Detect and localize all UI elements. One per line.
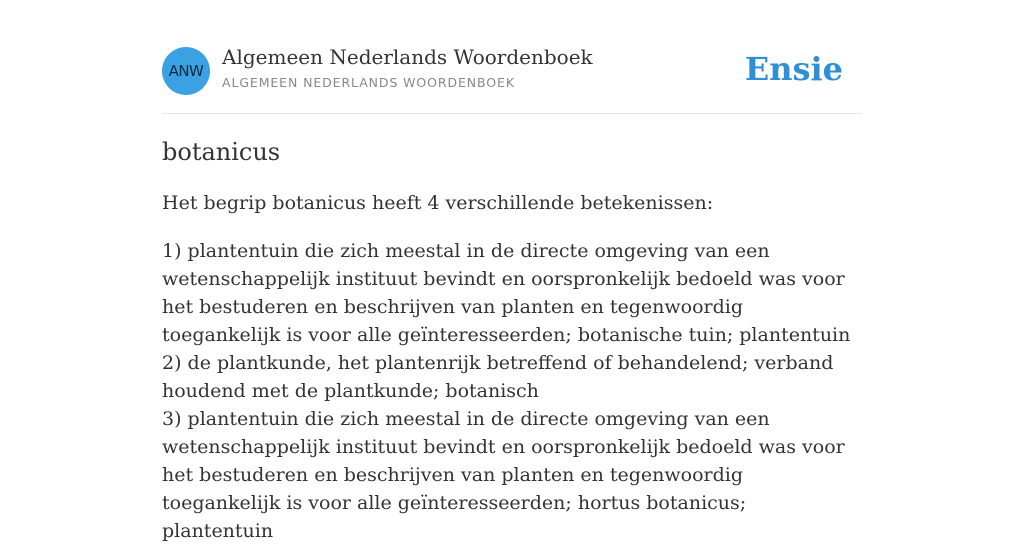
- entry-intro: Het begrip botanicus heeft 4 verschillende betekenissen:: [162, 192, 714, 214]
- definition-item: 1) plantentuin die zich meestal in de directe omgeving van een wetenschappelijk instituut bevindt en oorspronkelijk bedoeld was voor het bestuderen en beschrijven van planten en tegenwoordig toegankelijk is voor alle geïnteresseerden; botanische tuin; plantentuin: [162, 240, 851, 346]
- source-logo[interactable]: [162, 47, 210, 95]
- definition-item: 2) de plantkunde, het plantenrijk betreffend of behandelend; verband houdend met de plantkunde; botanisch: [162, 352, 834, 402]
- source-subtitle: ALGEMEEN NEDERLANDS WOORDENBOEK: [222, 75, 515, 90]
- source-header: [162, 0, 862, 114]
- entry-term: botanicus: [162, 138, 281, 166]
- definition-item: 3) plantentuin die zich meestal in de directe omgeving van een wetenschappelijk instituut bevindt en oorspronkelijk bedoeld was voor het bestuderen en beschrijven van planten en tegenwoordig toegankelijk is voor alle geïnteresseerden; hortus botanicus; plantentuin: [162, 408, 845, 542]
- source-title[interactable]: Algemeen Nederlands Woordenboek: [222, 45, 593, 69]
- ensie-logo[interactable]: Ensie: [744, 50, 843, 88]
- page-container: [162, 0, 862, 542]
- definitions-list: [162, 237, 862, 545]
- source-logo-text: ANW: [168, 62, 204, 80]
